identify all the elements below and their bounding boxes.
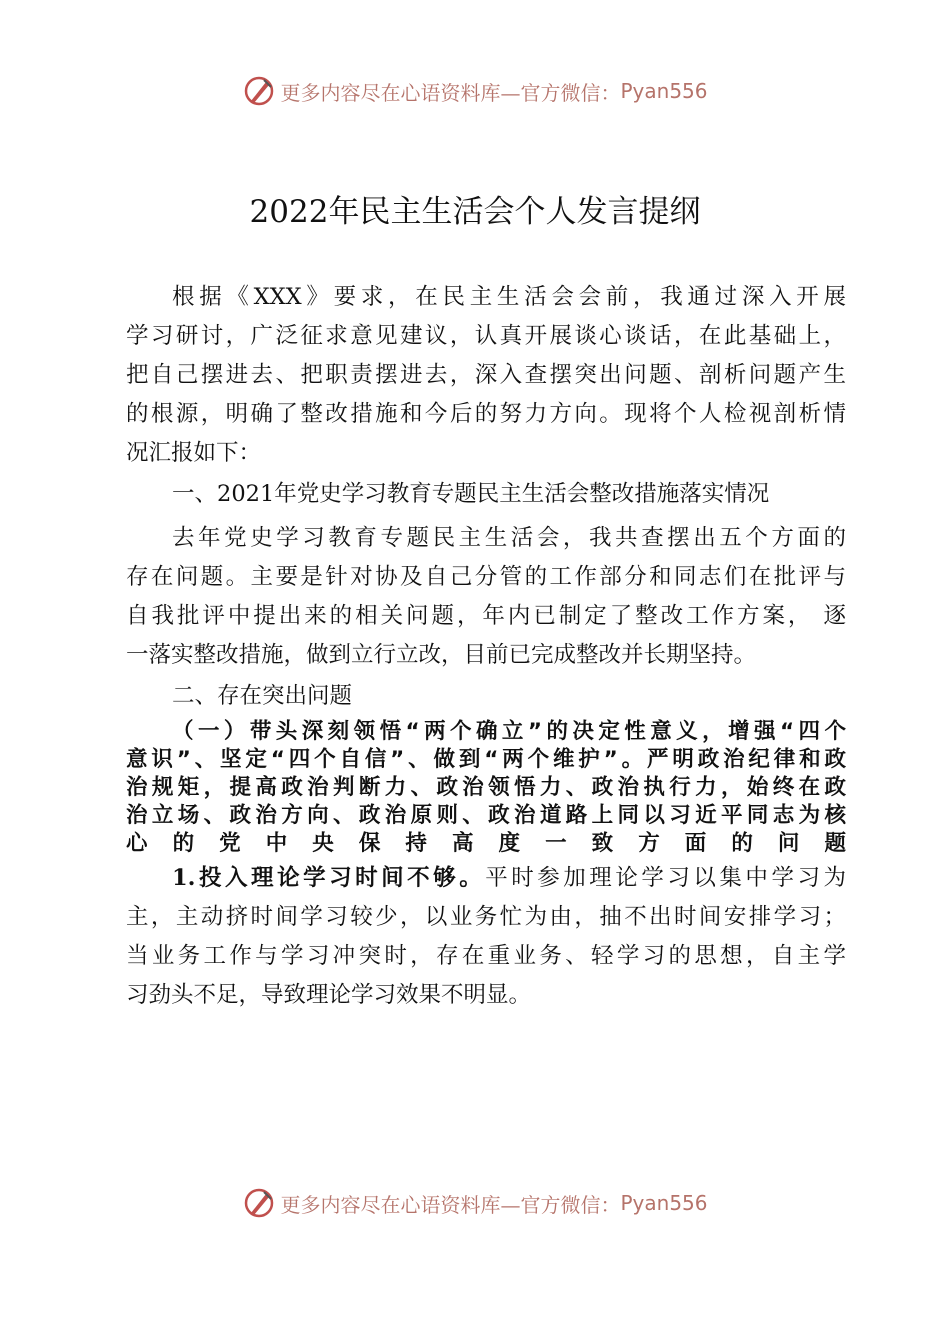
intro-line: 的根源，明确了整改措施和今后的努力方向。现将个人检视剖析情 (126, 401, 846, 427)
banner-text: 更多内容尽在心语资料库—官方微信： (280, 80, 621, 105)
subsection-line: 治规矩，提高政治判断力、政治领悟力、政治执行力，始终在政 (126, 775, 846, 800)
section1-line: 存在问题。主要是针对协及自己分管的工作部分和同志们在批评与 (126, 564, 846, 590)
item1-first-rest: 平时参加理论学习以集中学习为 (485, 865, 846, 891)
intro-line: 把自己摆进去、把职责摆进去，深入查摆突出问题、剖析问题产生 (126, 362, 846, 388)
intro-line: 况汇报如下： (126, 440, 262, 466)
subsection-line: （一）带头深刻领悟“两个确立”的决定性意义，增强“四个 (172, 719, 846, 744)
intro-line: 学习研讨，广泛征求意见建议，认真开展谈心谈话，在此基础上， (126, 323, 846, 349)
subsection-line: 治立场、政治方向、政治原则、政治道路上同以习近平同志为核 (126, 803, 846, 828)
section1-line: 自我批评中提出来的相关问题，年内已制定了整改工作方案， 逐 (126, 603, 846, 629)
wechat-id: Pyan556 (620, 79, 708, 103)
intro-line: 根据《XXX》要求，在民主生活会会前，我通过深入开展 (172, 284, 846, 310)
banner-text: 更多内容尽在心语资料库—官方微信： (280, 1192, 621, 1217)
item1-line: 主，主动挤时间学习较少，以业务忙为由，抽不出时间安排学习； (126, 904, 846, 930)
section-heading-2: 二、存在突出问题 (172, 683, 353, 709)
pen-logo-icon (242, 1186, 276, 1220)
header-banner (0, 74, 950, 108)
pen-logo-icon (242, 74, 276, 108)
section1-line: 一落实整改措施，做到立行立改，目前已完成整改并长期坚持。 (126, 642, 757, 668)
document-title: 2022年民主生活会个人发言提纲 (249, 194, 701, 230)
section-heading-1: 一、2021年党史学习教育专题民主生活会整改措施落实情况 (172, 481, 770, 507)
footer-banner (0, 1186, 950, 1220)
item1-line: 习劲头不足，导致理论学习效果不明显。 (126, 982, 532, 1008)
item1-first-line (172, 860, 846, 892)
subsection-line: 心的党中央保持高度一致方面的问题 (126, 831, 846, 856)
section1-line: 去年党史学习教育专题民主生活会，我共查摆出五个方面的 (172, 525, 846, 551)
item1-lead: 1.投入理论学习时间不够。 (172, 865, 486, 891)
subsection-line: 意识”、坚定“四个自信”、做到“两个维护”。严明政治纪律和政 (126, 747, 846, 772)
item1-line: 当业务工作与学习冲突时，存在重业务、轻学习的思想，自主学 (126, 943, 846, 969)
wechat-id: Pyan556 (620, 1191, 708, 1215)
